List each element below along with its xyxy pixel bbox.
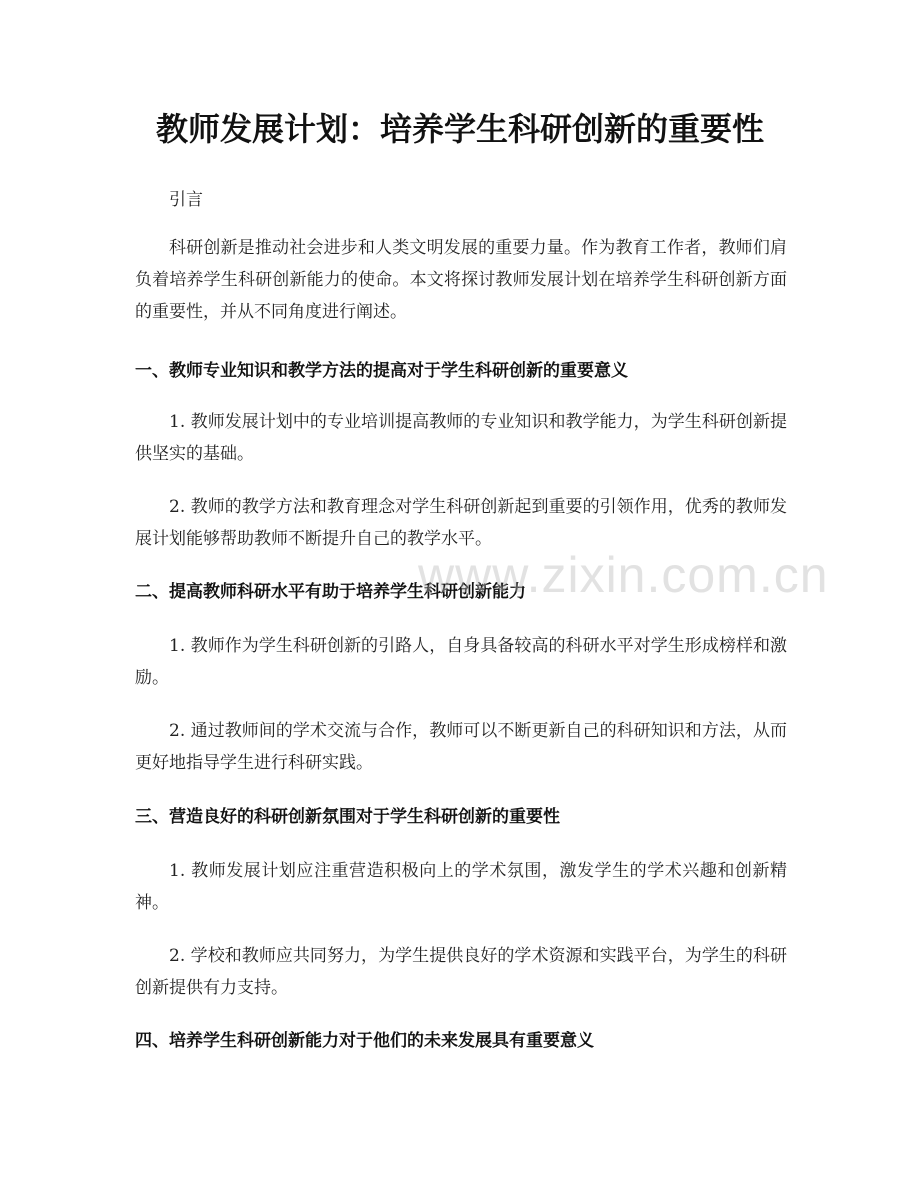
intro-paragraph: 科研创新是推动社会进步和人类文明发展的重要力量。作为教育工作者，教师们肩负着培养学生科研创新能力的使命。本文将探讨教师发展计划在培养学生科研创新方面的重要性，并从不同角度进行阐述。 <box>135 238 787 322</box>
section-1-item-1: 1. 教师发展计划中的专业培训提高教师的专业知识和教学能力，为学生科研创新提供坚实的基础。 <box>135 412 787 464</box>
section-heading-1: 一、教师专业知识和教学方法的提高对于学生科研创新的重要意义 <box>135 361 628 381</box>
section-heading-2: 二、提高教师科研水平有助于培养学生科研创新能力 <box>135 582 526 602</box>
watermark-text: www.zixin.com.cn <box>418 547 829 603</box>
section-1-item-2: 2. 教师的教学方法和教育理念对学生科研创新起到重要的引领作用，优秀的教师发展计划能够帮助教师不断提升自己的教学水平。 <box>135 497 787 549</box>
intro-label: 引言 <box>169 190 203 210</box>
section-2-item-2: 2. 通过教师间的学术交流与合作，教师可以不断更新自己的科研知识和方法，从而更好地指导学生进行科研实践。 <box>135 721 787 773</box>
section-heading-4: 四、培养学生科研创新能力对于他们的未来发展具有重要意义 <box>135 1031 594 1051</box>
section-3-item-2: 2. 学校和教师应共同努力，为学生提供良好的学术资源和实践平台，为学生的科研创新提供有力支持。 <box>135 946 787 998</box>
section-3-item-1: 1. 教师发展计划应注重营造积极向上的学术氛围，激发学生的学术兴趣和创新精神。 <box>135 861 787 913</box>
section-2-item-1: 1. 教师作为学生科研创新的引路人，自身具备较高的科研水平对学生形成榜样和激励。 <box>135 636 787 688</box>
document-title: 教师发展计划：培养学生科研创新的重要性 <box>155 110 764 148</box>
section-heading-3: 三、营造良好的科研创新氛围对于学生科研创新的重要性 <box>135 807 560 827</box>
